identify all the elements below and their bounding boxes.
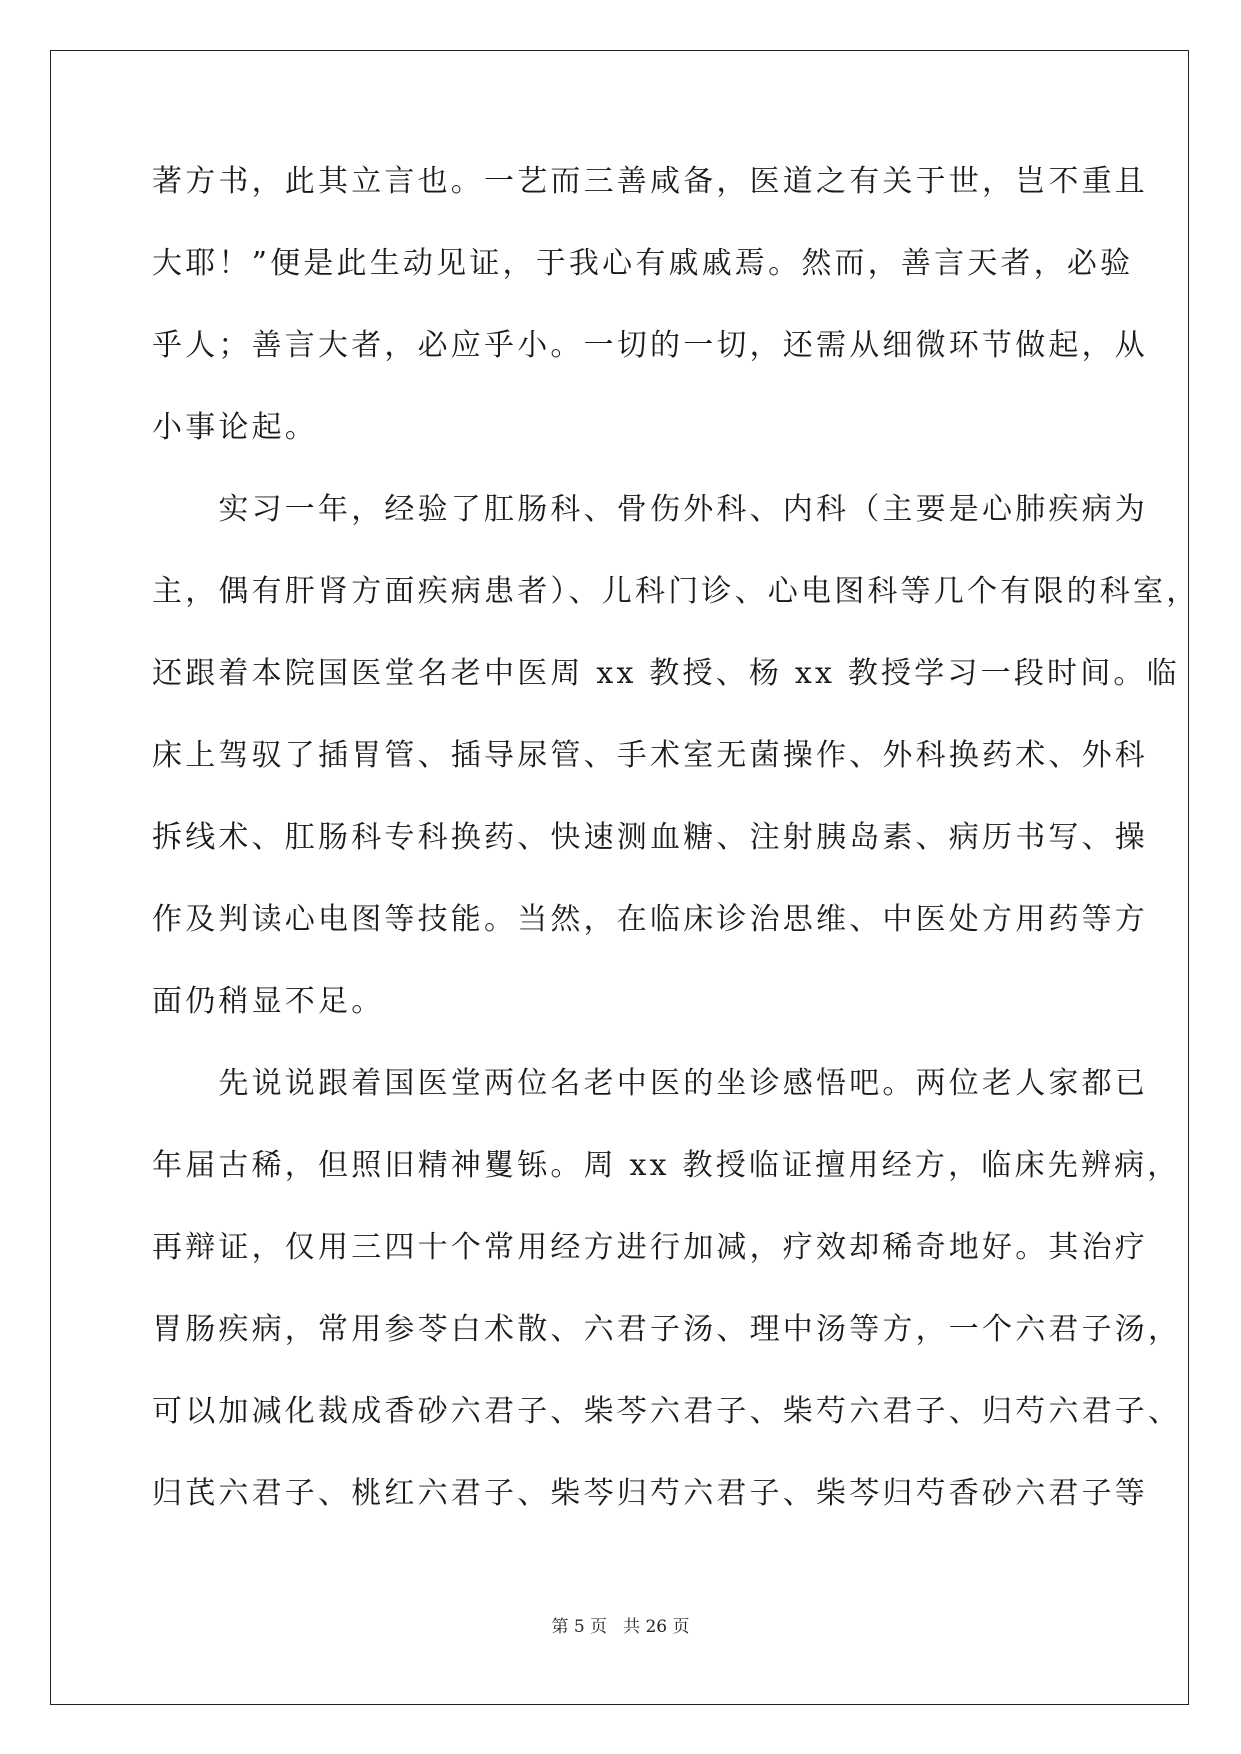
text-line: 再辩证，仅用三四十个常用经方进行加减，疗效却稀奇地好。其治疗 <box>152 1230 1148 1265</box>
paragraph-start-line: 实习一年，经验了肛肠科、骨伤外科、内科（主要是心肺疾病为 <box>152 492 1148 527</box>
text-line: 主，偶有肝肾方面疾病患者）、儿科门诊、心电图科等几个有限的科室， <box>152 574 1200 609</box>
text-line: 作及判读心电图等技能。当然，在临床诊治思维、中医处方用药等方 <box>152 902 1148 937</box>
text-line: 可以加减化裁成香砂六君子、柴芩六君子、柴芍六君子、归芍六君子、 <box>152 1394 1182 1429</box>
page-number: 第 5 页 <box>551 1617 608 1637</box>
document-body <box>152 150 1200 1544</box>
page-footer <box>0 1612 1241 1637</box>
text-line: 还跟着本院国医堂名老中医周 xx 教授、杨 xx 教授学习一段时间。临 <box>152 656 1180 691</box>
text-line: 年届古稀，但照旧精神矍铄。周 xx 教授临证擅用经方，临床先辨病， <box>152 1148 1181 1183</box>
text-line: 床上驾驭了插胃管、插导尿管、手术室无菌操作、外科换药术、外科 <box>152 738 1148 773</box>
paragraph-start-line: 先说说跟着国医堂两位名老中医的坐诊感悟吧。两位老人家都已 <box>152 1066 1148 1101</box>
text-line: 胃肠疾病，常用参苓白术散、六君子汤、理中汤等方，一个六君子汤， <box>152 1312 1182 1347</box>
text-line: 归芪六君子、桃红六君子、柴芩归芍六君子、柴芩归芍香砂六君子等 <box>152 1476 1148 1511</box>
text-line: 小事论起。 <box>152 410 318 445</box>
text-line: 大耶！”便是此生动见证，于我心有戚戚焉。然而，善言天者，必验 <box>152 246 1134 281</box>
page-total: 共 26 页 <box>623 1617 690 1637</box>
text-line: 著方书，此其立言也。一艺而三善咸备，医道之有关于世，岂不重且 <box>152 164 1148 199</box>
text-line: 乎人；善言大者，必应乎小。一切的一切，还需从细微环节做起，从 <box>152 328 1148 363</box>
text-line: 拆线术、肛肠科专科换药、快速测血糖、注射胰岛素、病历书写、操 <box>152 820 1148 855</box>
text-line: 面仍稍显不足。 <box>152 984 385 1019</box>
